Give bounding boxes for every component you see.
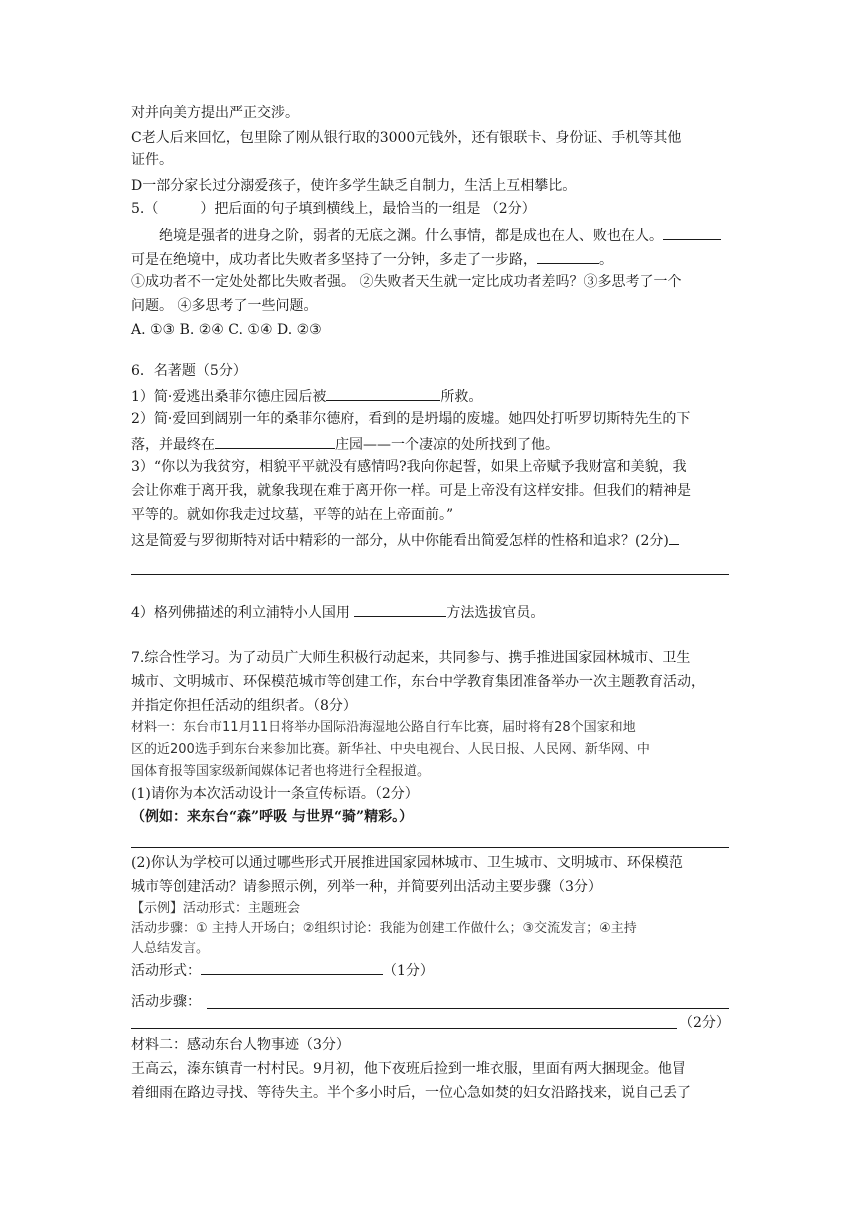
q6-sub2-text: 落，并最终在 [131,437,215,453]
q6-sub2-blank[interactable] [215,432,335,449]
q5-passage-end: 。 [599,252,613,268]
q5-options-line1: ①成功者不一定处处都比失败者强。 ②失败者天生就一定比成功者差吗？③多思考了一个 [131,274,682,290]
q6-sub1-blank[interactable] [326,384,440,401]
q4-option-c-line2: 证件。 [131,152,173,168]
q6-sub3-line1: 3）“你以为我贫穷，相貌平平就没有感情吗?我向你起誓，如果上帝赋予我财富和美貌，我 [131,459,687,475]
q7-part1-answer-line[interactable] [131,847,729,848]
q7-part1: (1)请你为本次活动设计一条宣传标语。（2分） [131,786,419,802]
q4-option-d: D一部分家长过分溺爱孩子，使许多学生缺乏自制力，生活上互相攀比。 [131,178,577,194]
q6-sub2-end: 庄园——一个凄凉的处所找到了他。 [335,437,559,453]
q6-sub3-line2: 会让你难于离开我，就象我现在难于离开你一样。可是上帝没有这样安排。但我们的精神是 [131,483,691,499]
q7-form-points: （1分） [383,963,434,979]
q7-part2-line1: (2)你认为学校可以通过哪些形式开展推进国家园林城市、卫生城市、文明城市、环保模范 [131,855,683,871]
q6-sub2-line1: 2）简·爱回到阔别一年的桑菲尔德府，看到的是坍塌的废墟。她四处打听罗切斯特先生的下 [131,411,691,427]
q5-blank-2[interactable] [537,247,599,264]
q7-intro-line2: 城市、文明城市、环保模范城市等创建工作，东台中学教育集团准备举办一次主题教育活动， [131,674,705,690]
q6-sub4-text: 4）格列佛描述的利立浦特小人国用 [131,605,350,621]
q5-options-line2: 问题。 ④多思考了一些问题。 [131,298,318,314]
q7-form-blank[interactable] [201,958,383,975]
q7-form-row [131,958,434,980]
q7-material2-line2: 着细雨在路边寻找、等待失主。半个多小时后，一位心急如焚的妇女沿路找来，说自己丢了 [131,1085,691,1101]
q7-material1-line1: 材料一：东台市11月11日将举办国际沿海湿地公路自行车比赛，届时将有28个国家和地 [131,720,636,735]
q7-steps-points: （2分） [679,1015,730,1031]
q7-material1-line2: 区的近200选手到东台来参加比赛。新华社、中央电视台、人民日报、人民网、新华网、中 [131,742,650,757]
q7-intro-line1: 7.综合性学习。为了动员广大师生积极行动起来，共同参与、携手推进国家园林城市、卫生 [131,650,691,666]
q7-part1-example: （例如：来东台“森”呼吸 与世界“骑”精彩。） [131,809,414,825]
q6-sub4 [131,600,544,622]
q5-passage-text1: 绝境是强者的进身之阶，弱者的无底之渊。什么事情，都是成也在人、败也在人。 [159,228,663,244]
q7-example-line1: 【示例】活动形式：主题班会 [131,901,301,916]
q6-sub3-question [131,528,679,550]
q5-blank-1[interactable] [663,223,721,240]
q6-sub1-end: 所救。 [440,389,483,405]
q6-sub2-line2 [131,432,559,454]
q7-example-line3: 人总结发言。 [131,941,210,956]
q6-sub1-text: 1）简·爱逃出桑菲尔德庄园后被 [131,389,327,405]
q6-sub1 [131,384,482,406]
q6-sub4-end: 方法选拔官员。 [446,605,545,621]
q7-steps-line2[interactable] [131,1028,677,1029]
q5-passage-text2: 可是在绝境中，成功者比失败者多坚持了一分钟，多走了一步路， [131,252,537,268]
q5-passage-line1 [159,223,721,245]
q7-material2-title: 材料二：感动东台人物事迹（3分） [131,1037,350,1053]
q7-material1-line3: 国体育报等国家级新闻媒体记者也将进行全程报道。 [131,764,431,779]
q6-sub4-blank[interactable] [354,600,446,617]
q7-material2-line1: 王高云，溱东镇青一村村民。9月初，他下夜班后捡到一堆衣服，里面有两大捆现金。他冒 [131,1061,686,1077]
q7-part2-line2: 城市等创建活动？请参照示例，列举一种，并简要列出活动主要步骤（3分） [131,879,602,895]
q7-form-label: 活动形式： [131,963,201,979]
q6-sub3-answer-line[interactable] [131,574,729,575]
q5-passage-line2 [131,247,613,269]
q7-steps-line1[interactable] [207,1008,729,1009]
q6-sub3-question-text: 这是简爱与罗彻斯特对话中精彩的一部分，从中你能看出简爱怎样的性格和追求？(2分) [131,533,669,549]
q6-sub3-line3: 平等的。就如你我走过坟墓，平等的站在上帝面前。” [131,507,454,523]
q4-option-a-tail: 对并向美方提出严正交涉。 [131,105,299,121]
q6-sub3-blank-start[interactable] [669,528,679,545]
q5-choices: A. ①③ B. ②④ C. ①④ D. ②③ [131,322,322,338]
q6-title: 6．名著题（5分） [131,363,247,379]
q7-intro-line3: 并指定你担任活动的组织者。（8分） [131,698,357,714]
q7-steps-label: 活动步骤： [131,994,201,1010]
q5-stem: 5.（ ）把后面的句子填到横线上，最恰当的一组是 （2分） [131,201,536,217]
q4-option-c-line1: C老人后来回忆，包里除了刚从银行取的3000元钱外，还有银联卡、身份证、手机等其他 [131,130,682,146]
q7-example-line2: 活动步骤：① 主持人开场白；②组织讨论：我能为创建工作做什么；③交流发言；④主持 [131,921,637,936]
